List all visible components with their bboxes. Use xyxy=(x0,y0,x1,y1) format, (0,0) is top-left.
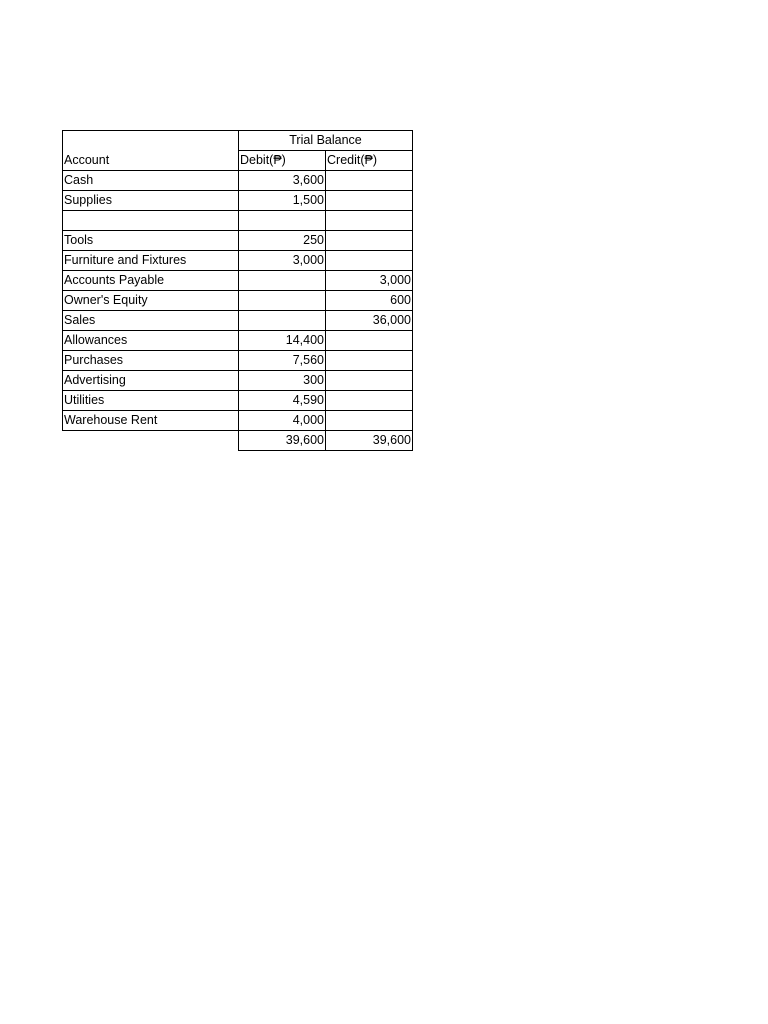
debit-cell: 1,500 xyxy=(239,191,326,211)
account-name-cell: Sales xyxy=(63,311,239,331)
credit-cell: 36,000 xyxy=(326,311,413,331)
account-name-cell: Furniture and Fixtures xyxy=(63,251,239,271)
debit-cell: 250 xyxy=(239,231,326,251)
credit-cell xyxy=(326,411,413,431)
debit-cell: 4,590 xyxy=(239,391,326,411)
trial-balance-table xyxy=(62,130,413,451)
debit-cell: 14,400 xyxy=(239,331,326,351)
debit-column-header: Debit(₱) xyxy=(239,151,326,171)
debit-cell: 7,560 xyxy=(239,351,326,371)
table-row xyxy=(63,391,413,411)
credit-cell xyxy=(326,391,413,411)
credit-cell: 600 xyxy=(326,291,413,311)
table-row xyxy=(63,251,413,271)
account-name-cell xyxy=(63,211,239,231)
debit-cell xyxy=(239,311,326,331)
trial-balance-title: Trial Balance xyxy=(239,131,413,151)
totals-row xyxy=(63,431,413,451)
account-name-cell: Utilities xyxy=(63,391,239,411)
account-name-cell: Tools xyxy=(63,231,239,251)
table-row xyxy=(63,311,413,331)
table-row xyxy=(63,231,413,251)
account-name-cell: Advertising xyxy=(63,371,239,391)
debit-cell: 300 xyxy=(239,371,326,391)
account-name-cell: Accounts Payable xyxy=(63,271,239,291)
account-header-spacer xyxy=(63,131,239,151)
account-name-cell: Warehouse Rent xyxy=(63,411,239,431)
account-name-cell: Allowances xyxy=(63,331,239,351)
credit-cell xyxy=(326,371,413,391)
credit-cell xyxy=(326,351,413,371)
total-credit: 39,600 xyxy=(326,431,413,451)
credit-cell xyxy=(326,191,413,211)
table-row xyxy=(63,351,413,371)
debit-cell xyxy=(239,291,326,311)
credit-cell: 3,000 xyxy=(326,271,413,291)
account-name-cell: Cash xyxy=(63,171,239,191)
account-column-header: Account xyxy=(63,151,239,171)
table-row xyxy=(63,331,413,351)
credit-cell xyxy=(326,231,413,251)
account-name-cell: Owner's Equity xyxy=(63,291,239,311)
credit-column-header: Credit(₱) xyxy=(326,151,413,171)
table-row xyxy=(63,371,413,391)
header-row-title xyxy=(63,131,413,151)
account-name-cell: Purchases xyxy=(63,351,239,371)
header-row-columns xyxy=(63,151,413,171)
table-row xyxy=(63,191,413,211)
debit-cell: 3,000 xyxy=(239,251,326,271)
totals-blank-cell xyxy=(63,431,239,451)
debit-cell: 3,600 xyxy=(239,171,326,191)
debit-cell xyxy=(239,211,326,231)
credit-cell xyxy=(326,331,413,351)
total-debit: 39,600 xyxy=(239,431,326,451)
table-row xyxy=(63,271,413,291)
table-row xyxy=(63,291,413,311)
table-row xyxy=(63,411,413,431)
table-row xyxy=(63,211,413,231)
credit-cell xyxy=(326,251,413,271)
account-name-cell: Supplies xyxy=(63,191,239,211)
credit-cell xyxy=(326,211,413,231)
table-row xyxy=(63,171,413,191)
credit-cell xyxy=(326,171,413,191)
debit-cell xyxy=(239,271,326,291)
debit-cell: 4,000 xyxy=(239,411,326,431)
